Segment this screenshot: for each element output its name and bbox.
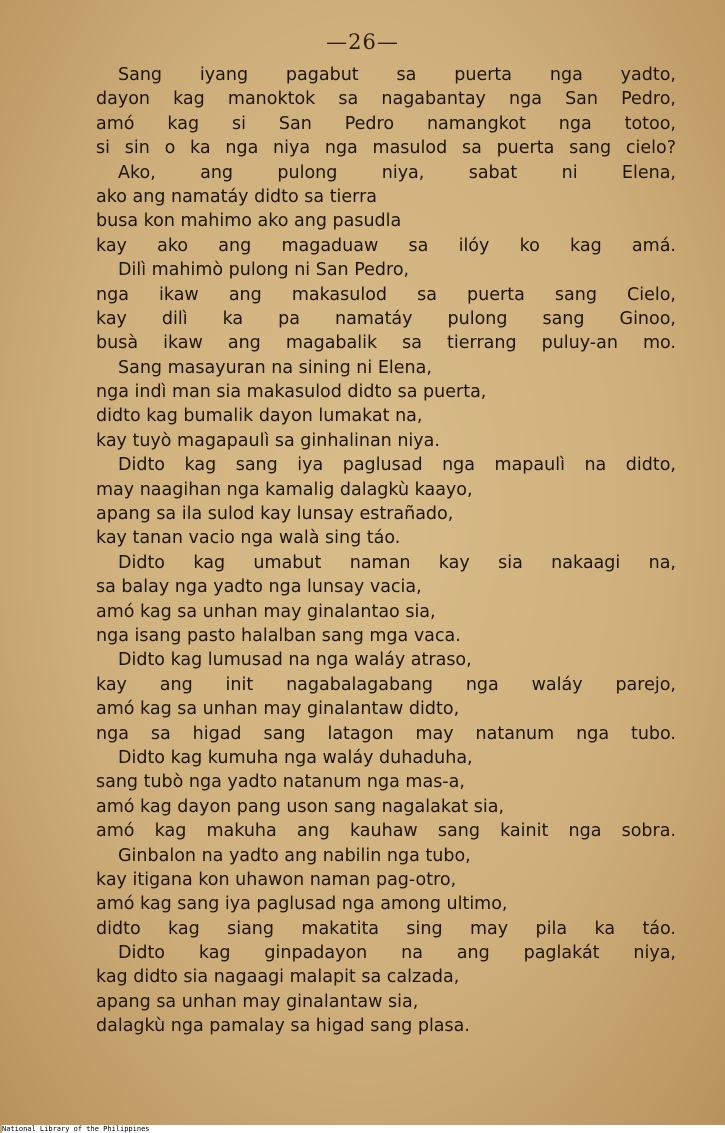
- poem-line: kag didto sia nagaagi malapit sa calzada,: [96, 967, 460, 988]
- poem-line: amó kag sa unhan may ginalantaw didto,: [96, 699, 460, 720]
- poem-line: kay dilì ka pa namatáy pulong sang Ginoo,: [96, 308, 676, 329]
- poem-text: [96, 63, 676, 1039]
- poem-line: dalagkù nga pamalay sa higad sang plasa.: [96, 1016, 470, 1037]
- poem-line: Didto kag umabut naman kay sia nakaagi na,: [118, 552, 676, 573]
- page-number: —26—: [326, 30, 399, 54]
- poem-line: kay ako ang magaduaw sa ilóy ko kag amá.: [96, 235, 676, 256]
- poem-line: amó kag sa unhan may ginalantao sia,: [96, 601, 436, 622]
- poem-line: didto kag siang makatita sing may pila ka táo.: [96, 918, 676, 939]
- poem-line: didto kag bumalik dayon lumakat na,: [96, 406, 423, 427]
- poem-line: sa balay nga yadto nga lunsay vacia,: [96, 577, 422, 598]
- poem-line: amó kag sang iya paglusad nga among ultimo,: [96, 894, 508, 915]
- poem-line: kay ang init nagabalagabang nga waláy parejo,: [96, 674, 676, 695]
- poem-line: Dilì mahimò pulong ni San Pedro,: [118, 260, 410, 281]
- poem-line: Didto kag ginpadayon na ang paglakát niya,: [118, 943, 676, 964]
- poem-line: Didto kag sang iya paglusad nga mapaulì na didto,: [118, 455, 676, 476]
- poem-line: Didto kag kumuha nga waláy duhaduha,: [118, 747, 473, 768]
- poem-line: Ako, ang pulong niya, sabat ni Elena,: [118, 162, 676, 183]
- poem-line: nga sa higad sang latagon may natanum nga tubo.: [96, 723, 676, 744]
- poem-line: busa kon mahimo ako ang pasudla: [96, 211, 402, 232]
- poem-line: busà ikaw ang magabalik sa tierrang puluy-an mo.: [96, 333, 676, 354]
- poem-line: amó kag si San Pedro namangkot nga totoo,: [96, 113, 676, 134]
- poem-line: Ginbalon na yadto ang nabilin nga tubo,: [118, 845, 471, 866]
- poem-line: apang sa unhan may ginalantaw sia,: [96, 991, 419, 1012]
- poem-line: Didto kag lumusad na nga waláy atraso,: [118, 650, 472, 671]
- poem-line: apang sa ila sulod kay lunsay estrañado,: [96, 504, 454, 525]
- poem-line: ako ang namatáy didto sa tierra: [96, 186, 377, 207]
- footer-credit: National Library of the Philippines: [2, 1125, 725, 1133]
- poem-line: kay tanan vacio nga walà sing táo.: [96, 528, 401, 549]
- poem-line: kay itigana kon uhawon naman pag-otro,: [96, 869, 457, 890]
- poem-line: Sang iyang pagabut sa puerta nga yadto,: [118, 65, 676, 85]
- poem-line: nga indì man sia makasulod didto sa puerta,: [96, 382, 487, 403]
- poem-line: si sin o ka nga niya nga masulod sa puerta sang cielo?: [96, 138, 676, 159]
- poem-line: amó kag dayon pang uson sang nagalakat sia,: [96, 796, 505, 817]
- poem-line: dayon kag manoktok sa nagabantay nga San Pedro,: [96, 89, 676, 110]
- poem-line: may naagihan nga kamalig dalagkù kaayo,: [96, 479, 473, 500]
- poem-line: sang tubò nga yadto natanum nga mas-a,: [96, 772, 465, 793]
- poem-line: nga isang pasto halalban sang mga vaca.: [96, 625, 461, 646]
- poem-line: nga ikaw ang makasulod sa puerta sang Cielo,: [96, 284, 676, 305]
- poem-line: Sang masayuran na sining ni Elena,: [118, 357, 432, 378]
- poem-line: amó kag makuha ang kauhaw sang kainit nga sobra.: [96, 821, 676, 842]
- poem-line: kay tuyò magapaulì sa ginhalinan niya.: [96, 430, 440, 451]
